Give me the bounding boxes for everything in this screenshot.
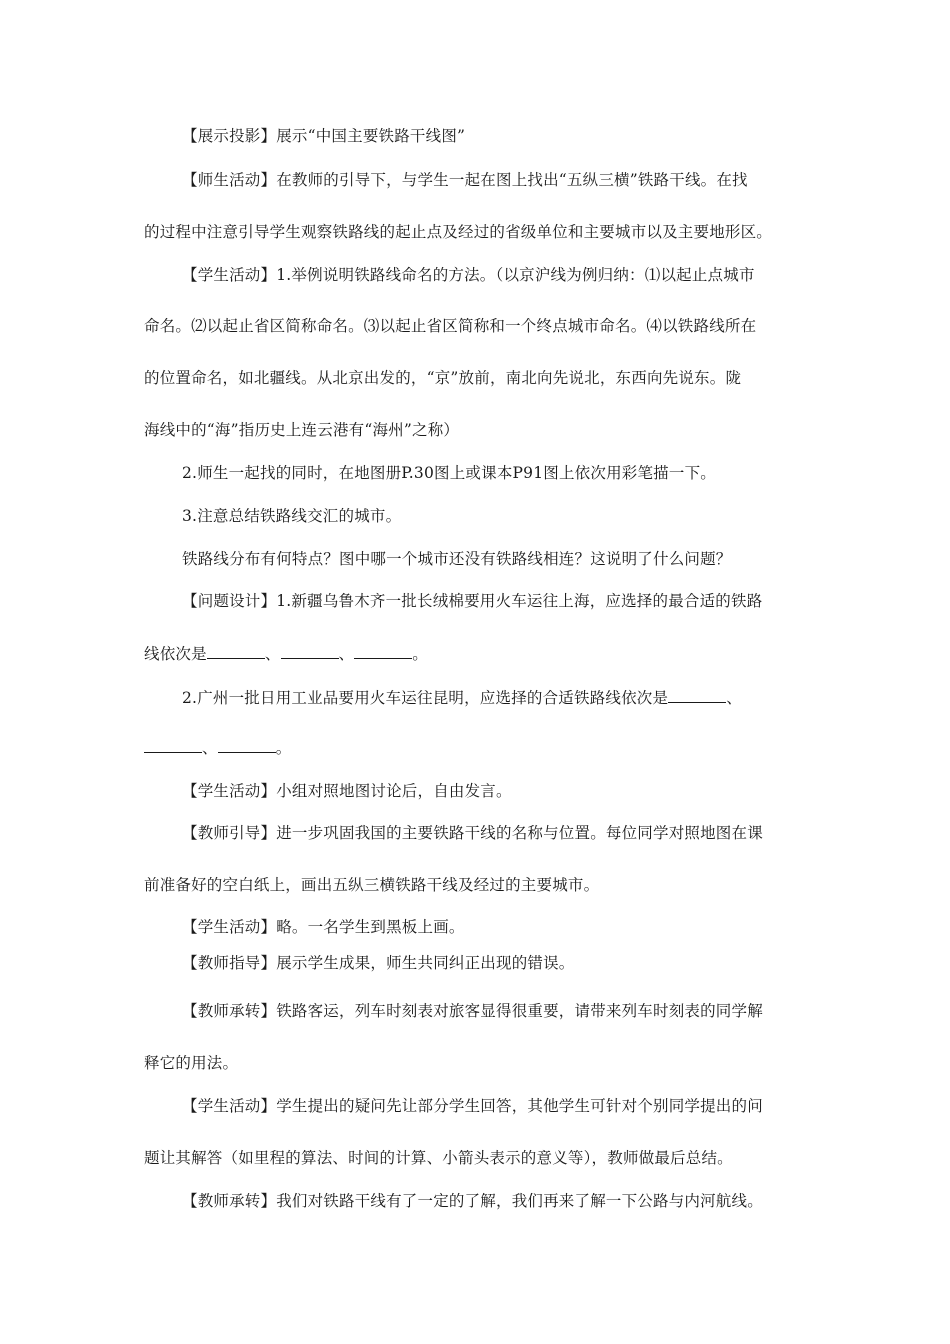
- end-mark: 。: [412, 645, 428, 663]
- fill-in-line: [182, 688, 814, 708]
- paragraph-line: 铁路线分布有何特点？图中哪一个城市还没有铁路线相连？这说明了什么问题？: [182, 550, 732, 568]
- paragraph-line: 【学生活动】1.举例说明铁路线命名的方法。（以京沪线为例归纳：⑴以起止点城市: [182, 266, 755, 284]
- paragraph-line: 【教师指导】展示学生成果，师生共同纠正出现的错误。: [182, 954, 575, 972]
- answer-blank: [218, 738, 276, 753]
- paragraph-line: 【教师承转】我们对铁路干线有了一定的了解，我们再来了解一下公路与内河航线。: [182, 1192, 763, 1210]
- answer-blank: [668, 688, 726, 703]
- paragraph-line: 的位置命名，如北疆线。从北京出发的，“京”放前，南北向先说北，东西向先说东。陇: [144, 369, 742, 387]
- end-mark: 。: [275, 739, 292, 757]
- separator: 、: [264, 645, 281, 663]
- paragraph-line: 【教师承转】铁路客运，列车时刻表对旅客显得很重要，请带来列车时刻表的同学解: [182, 1002, 763, 1020]
- paragraph-line: 海线中的“海”指历史上连云港有“海州”之称）: [144, 421, 460, 439]
- paragraph-line: 【学生活动】学生提出的疑问先让部分学生回答，其他学生可针对个别同学提出的问: [182, 1097, 763, 1115]
- answer-blank: [144, 738, 202, 753]
- separator: 、: [202, 739, 218, 757]
- paragraph-line: 【问题设计】1.新疆乌鲁木齐一批长绒棉要用火车运往上海，应选择的最合适的铁路: [182, 592, 763, 610]
- paragraph-line: 释它的用法。: [144, 1054, 239, 1072]
- paragraph-line: 的过程中注意引导学生观察铁路线的起止点及经过的省级单位和主要城市以及主要地形区。: [144, 223, 773, 241]
- paragraph-line: 【学生活动】略。一名学生到黑板上画。: [182, 918, 465, 936]
- paragraph-line: 【学生活动】小组对照地图讨论后，自由发言。: [182, 782, 512, 800]
- answer-blank: [354, 644, 412, 659]
- paragraph-line: 【教师引导】进一步巩固我国的主要铁路干线的名称与位置。每位同学对照地图在课: [182, 824, 763, 842]
- separator: 、: [338, 645, 355, 663]
- separator: 、: [726, 689, 742, 707]
- prefix-text: 线依次是: [144, 645, 207, 663]
- paragraph-line: 题让其解答（如里程的算法、时间的计算、小箭头表示的意义等），教师做最后总结。: [144, 1149, 733, 1167]
- paragraph-line: 3.注意总结铁路线交汇的城市。: [182, 507, 402, 525]
- fill-in-line: [144, 644, 814, 664]
- answer-blank: [281, 644, 339, 659]
- paragraph-line: 【展示投影】展示“中国主要铁路干线图”: [182, 127, 466, 145]
- paragraph-line: 命名。⑵以起止省区简称命名。⑶以起止省区简称和一个终点城市命名。⑷以铁路线所在: [144, 317, 757, 335]
- answer-blank: [207, 644, 265, 659]
- fill-in-line: [144, 738, 814, 758]
- paragraph-line: 【师生活动】在教师的引导下，与学生一起在图上找出“五纵三横”铁路干线。在找: [182, 171, 748, 189]
- paragraph-line: 2.师生一起找的同时，在地图册P.30图上或课本P91图上依次用彩笔描一下。: [182, 464, 716, 482]
- question-text: 2.广州一批日用工业品要用火车运往昆明，应选择的合适铁路线依次是: [182, 689, 669, 707]
- paragraph-line: 前准备好的空白纸上，画出五纵三横铁路干线及经过的主要城市。: [144, 876, 600, 894]
